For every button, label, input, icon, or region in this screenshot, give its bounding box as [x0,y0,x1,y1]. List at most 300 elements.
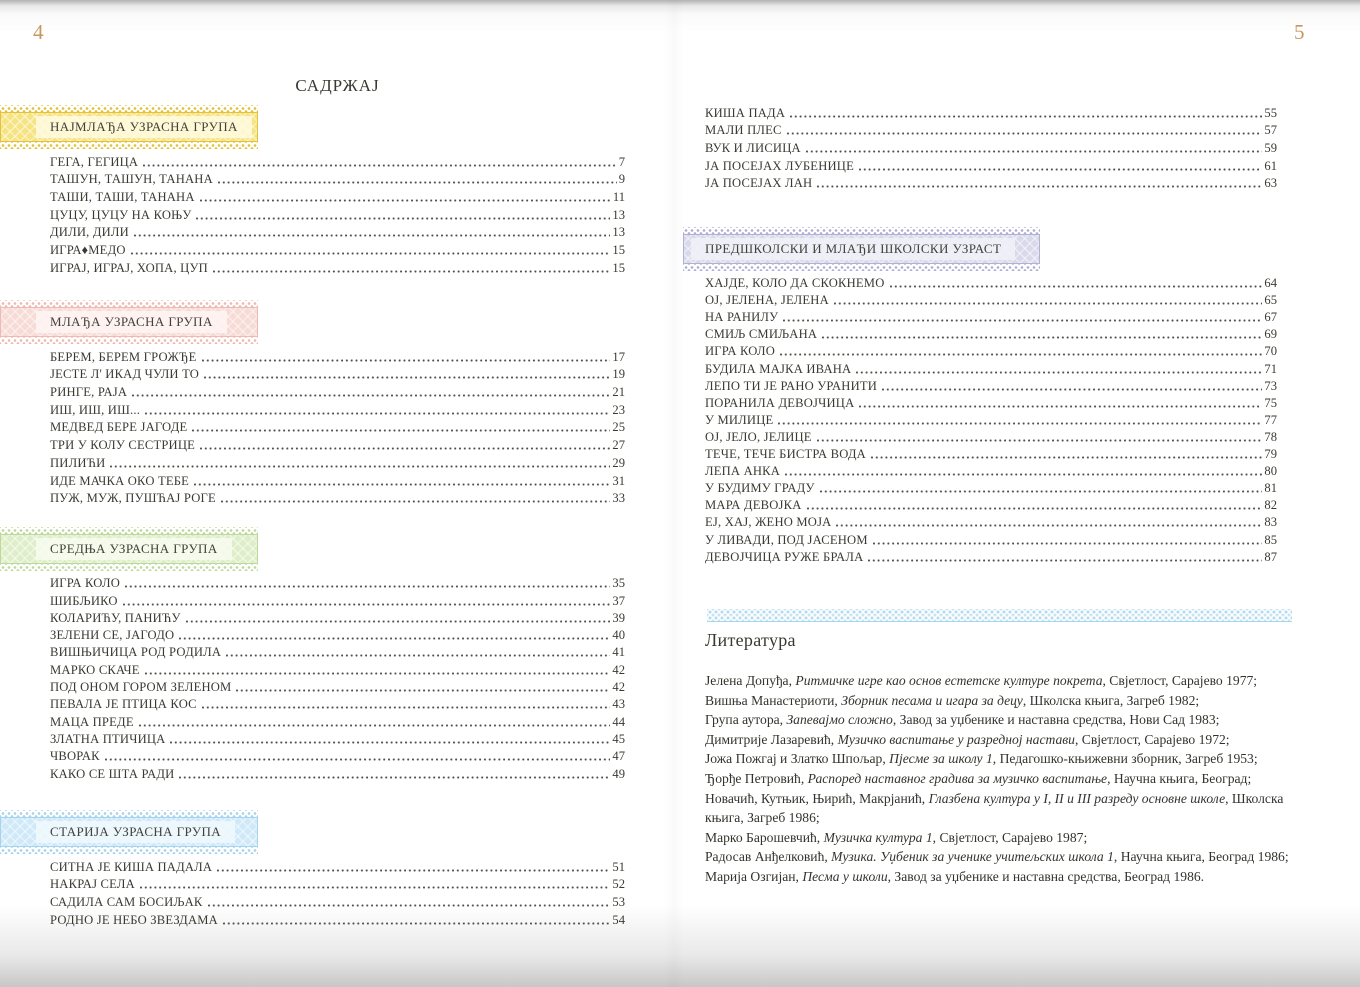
page-number-right: 5 [1294,20,1306,44]
toc-item-page: 71 [1264,361,1277,376]
toc-item-title: НА РАНИЛУ [705,310,779,325]
toc-row [50,205,625,223]
toc-item-title: ХАЈДЕ, КОЛО ДА СКОКНЕМО [705,276,885,291]
dot-leader [145,412,610,415]
dot-leader [202,706,611,709]
toc-row [50,695,625,712]
dot-leader [139,724,611,727]
toc-row [705,411,1277,428]
toc-item-page: 44 [612,714,625,729]
dot-leader [790,115,1262,118]
dot-leader [226,654,610,657]
toc-row [50,910,625,928]
toc-item-title: ЛЕПА АНКА [705,464,781,479]
toc-item-page: 7 [618,154,625,169]
entry-text: , Свјетлост, Сарајево 1972; [1074,731,1230,747]
toc-row [50,626,625,643]
toc-row [50,240,625,258]
toc-row [705,548,1277,565]
literature-entry [705,691,1297,711]
entry-text: Димитрије Лазаревић, [705,731,838,747]
toc-item-page: 73 [1264,378,1277,393]
toc-row [705,121,1277,139]
toc-row [50,400,625,418]
toc-item-page: 13 [612,207,625,222]
toc-row [50,875,625,893]
dot-leader [179,776,610,779]
toc-row [705,462,1277,479]
toc-section-preschool-group [683,227,1277,565]
toc-item-page: 45 [612,731,625,746]
toc-row [50,730,625,747]
literature-heading: Литература [705,630,796,650]
toc-item-page: 54 [612,912,625,927]
toc-item-title: ПОРАНИЛА ДЕВОЈЧИЦА [705,395,855,410]
entry-text: Група аутора, [705,712,787,728]
toc-item-page: 69 [1264,327,1277,342]
toc-row [705,274,1277,291]
dot-leader [807,507,1263,510]
toc-row [50,347,625,365]
toc-row [705,496,1277,513]
toc-item-title: ОЈ, ЈЕЛЕНА, ЈЕЛЕНА [705,293,829,308]
dot-leader [820,490,1263,493]
toc-row [705,377,1277,394]
section-title: НАЈМЛАЂА УЗРАСНА ГРУПА [36,116,252,138]
toc-item-page: 85 [1264,532,1277,547]
toc-item-title: НАКРАЈ СЕЛА [50,877,135,892]
contents-title: САДРЖАЈ [295,76,380,95]
dot-leader [145,672,611,675]
toc-list [0,857,625,928]
dot-leader [192,429,610,432]
toc-item-page: 70 [1264,344,1277,359]
toc-item-page: 75 [1264,395,1277,410]
toc-list [0,152,625,276]
toc-item-page: 78 [1264,429,1277,444]
toc-item-page: 42 [612,662,625,677]
section-title: МЛАЂА УЗРАСНА ГРУПА [36,311,227,333]
dot-leader [200,447,610,450]
toc-item-page: 41 [612,645,625,660]
dot-leader [882,388,1262,391]
dot-leader [836,524,1262,527]
toc-row [50,643,625,660]
dot-leader [236,689,610,692]
toc-row [705,103,1277,121]
work-title: Пјесме за школу 1 [889,751,993,767]
dot-leader [783,319,1262,322]
section-banner [0,105,258,149]
literature-entry [705,749,1297,769]
toc-item-page: 64 [1264,276,1277,291]
toc-row [705,428,1277,445]
literature-entry [705,730,1297,750]
toc-item-title: ЕЈ, ХАЈ, ЖЕНО МОЈА [705,515,832,530]
section-title: СРЕДЊА УЗРАСНА ГРУПА [36,538,232,560]
toc-item-title: ПЕВАЛА ЈЕ ПТИЦА КОС [50,697,197,712]
toc-item-page: 15 [612,243,625,258]
dot-leader [204,376,610,379]
toc-item-title: ТЕЧЕ, ТЕЧЕ БИСТРА ВОДА [705,447,866,462]
toc-row [50,747,625,764]
toc-item-title: ШИБЉИКО [50,593,118,608]
toc-row [705,513,1277,530]
decorative-band [707,609,1292,622]
toc-item-page: 23 [612,402,625,417]
dot-leader [868,559,1262,562]
toc-item-page: 40 [612,628,625,643]
toc-row [50,489,625,507]
toc-item-page: 82 [1264,498,1277,513]
toc-row [705,342,1277,359]
toc-row [50,764,625,781]
toc-item-page: 49 [612,766,625,781]
dot-leader [179,637,610,640]
dot-leader [221,500,610,503]
dot-leader [123,603,611,606]
toc-item-page: 17 [612,349,625,364]
toc-item-title: МАРКО СКАЧЕ [50,662,140,677]
toc-item-page: 57 [1264,123,1277,138]
entry-text: , Свјетлост, Сарајево 1977; [1102,673,1258,688]
toc-row [50,223,625,241]
entry-text: , Педагошко-књижевни зборник, Загреб 1953; [992,751,1258,767]
toc-section-younger-group [0,300,625,506]
literature-entry [705,769,1297,789]
toc-row [705,138,1277,156]
toc-item-page: 65 [1264,293,1277,308]
toc-row [705,445,1277,462]
toc-item-title: ЈЕСТЕ Л' ИКАД ЧУЛИ ТО [50,367,200,382]
entry-text: , Завод за уџбенике и наставна средства, Београд 1986. [887,868,1205,884]
toc-list [683,274,1277,565]
dot-leader [873,542,1263,545]
toc-item-page: 81 [1264,481,1277,496]
literature-entry [705,867,1297,887]
toc-row [50,574,625,591]
toc-row [50,471,625,489]
toc-item-title: ЛЕПО ТИ ЈЕ РАНО УРАНИТИ [705,378,878,393]
toc-item-title: ИДЕ МАЧКА ОКО ТЕБЕ [50,473,190,488]
dot-leader [110,465,610,468]
dot-leader [125,585,610,588]
toc-row [50,170,625,188]
toc-item-title: БЕРЕМ, БЕРЕМ ГРОЖЂЕ [50,349,197,364]
toc-item-page: 29 [612,455,625,470]
toc-item-page: 31 [612,473,625,488]
lace-trim-bottom [683,264,1040,271]
toc-item-title: ИГРА КОЛО [705,344,776,359]
toc-item-title: САДИЛА САМ БОСИЉАК [50,895,203,910]
lace-trim-bottom [0,142,258,149]
toc-item-title: ГЕГА, ГЕГИЦА [50,154,139,169]
section-banner [0,527,258,571]
toc-item-title: ТРИ У КОЛУ СЕСТРИЦЕ [50,438,196,453]
toc-row [705,291,1277,308]
toc-row [50,435,625,453]
toc-item-title: ЗЛАТНА ПТИЧИЦА [50,731,166,746]
toc-item-page: 19 [612,367,625,382]
entry-text: Марко Барошевчић, [705,829,824,845]
toc-row [50,187,625,205]
toc-item-page: 59 [1264,141,1277,156]
toc-row [50,418,625,436]
toc-item-title: ЈА ПОСЕЈАХ ЛАН [705,176,813,191]
lace-trim-bottom [0,337,258,344]
lace-trim-top [0,105,258,112]
literature-entry [705,828,1297,848]
banner-pattern [0,112,258,142]
toc-item-page: 15 [612,260,625,275]
toc-item-title: ИГРАЈ, ИГРАЈ, ХОПА, ЦУП [50,260,208,275]
toc-item-title: ПУЖ, МУЖ, ПУШЋАЈ РОГЕ [50,491,216,506]
dot-leader [778,422,1262,425]
literature-entries [705,671,1297,887]
banner-pattern [0,307,258,337]
toc-list [0,574,625,782]
dot-leader [105,758,611,761]
toc-item-title: СИТНА ЈЕ КИША ПАДАЛА [50,859,213,874]
toc-item-page: 55 [1264,105,1277,120]
toc-item-title: ПИЛИЋИ [50,455,106,470]
toc-item-title: ЦУЦУ, ЦУЦУ НА КОЊУ [50,207,192,222]
toc-row [50,892,625,910]
toc-row [705,308,1277,325]
toc-row [50,712,625,729]
lace-trim-top [683,227,1040,234]
banner-pattern [683,234,1040,264]
toc-item-page: 83 [1264,515,1277,530]
toc-item-page: 43 [612,697,625,712]
dot-leader [170,741,610,744]
dot-leader [780,353,1262,356]
dot-leader [890,285,1263,288]
toc-item-page: 87 [1264,549,1277,564]
toc-section-continuation [683,100,1277,191]
dot-leader [787,132,1263,135]
toc-item-title: У ЛИВАДИ, ПОД ЈАСЕНОМ [705,532,868,547]
toc-item-title: ВУК И ЛИСИЦА [705,141,801,156]
toc-item-page: 51 [612,859,625,874]
literature-section [705,630,1297,887]
dot-leader [208,904,611,907]
dot-leader [806,150,1263,153]
entry-text: Марија Озгијан, [705,868,803,884]
toc-item-page: 77 [1264,412,1277,427]
toc-row [50,591,625,608]
dot-leader [186,620,611,623]
dot-leader [132,394,610,397]
dot-leader [194,483,610,486]
toc-item-page: 13 [612,225,625,240]
dot-leader [143,164,616,167]
literature-entry [705,789,1297,828]
entry-text: Јелена Допуђа, [705,673,796,688]
toc-item-title: БУДИЛА МАЈКА ИВАНА [705,361,852,376]
dot-leader [785,473,1262,476]
work-title: Ритмичке игре као основ естетске културе покрета [795,673,1103,688]
toc-item-page: 37 [612,593,625,608]
dot-leader [131,252,611,255]
dot-leader [859,405,1262,408]
entry-text: Новачић, Кутњик, Њирић, Макрјанић, [705,790,929,806]
toc-item-title: ВИШЊИЧИЦА РОД РОДИЛА [50,645,222,660]
section-banner [683,227,1040,271]
entry-text: Вишња Манастериоти, [705,692,842,708]
dot-leader [856,371,1262,374]
toc-row [705,530,1277,547]
lace-trim-bottom [0,564,258,571]
toc-section-youngest-group [0,105,625,276]
toc-item-page: 21 [612,385,625,400]
toc-row [50,660,625,677]
toc-item-title: КИША ПАДА [705,105,786,120]
toc-item-title: У МИЛИЦЕ [705,412,774,427]
literature-entry [705,710,1297,730]
page-number-left: 4 [33,20,45,44]
toc-row [50,609,625,626]
toc-item-title: ЈА ПОСЕЈАХ ЛУБЕНИЦЕ [705,158,854,173]
dot-leader [871,456,1262,459]
work-title: Музичка култура 1 [823,829,933,845]
dot-leader [196,217,610,220]
lace-trim-bottom [0,847,258,854]
toc-item-page: 79 [1264,447,1277,462]
section-title: ПРЕДШКОЛСКИ И МЛАЂИ ШКОЛСКИ УЗРАСТ [691,238,1015,260]
toc-item-title: РИНГЕ, РАЈА [50,385,128,400]
dot-leader [834,302,1263,305]
dot-leader [200,199,611,202]
toc-item-page: 9 [618,172,625,187]
dot-leader [817,439,1263,442]
work-title: Зборник песама и игара за децу [841,692,1023,708]
toc-item-title: ДЕВОЈЧИЦА РУЖЕ БРАЛА [705,549,864,564]
toc-row [705,394,1277,411]
toc-list [0,347,625,506]
toc-section-middle-group [0,527,625,782]
toc-section-older-group [0,810,625,928]
toc-list [683,103,1277,191]
toc-item-page: 52 [612,877,625,892]
toc-item-title: ТАШУН, ТАШУН, ТАНАНА [50,172,213,187]
toc-row [50,365,625,383]
toc-item-page: 27 [612,438,625,453]
toc-item-title: МАЛИ ПЛЕС [705,123,782,138]
dot-leader [140,886,611,889]
banner-pattern [0,534,258,564]
dot-leader [859,168,1262,171]
dot-leader [817,185,1262,188]
banner-pattern [0,817,258,847]
dot-leader [213,270,611,273]
toc-item-title: КАКО СЕ ШТА РАДИ [50,766,175,781]
literature-entry [705,671,1297,691]
entry-text: Ђорђе Петровић, [705,770,808,786]
page-gutter-shadow [664,0,684,987]
entry-text: Радосав Анђелковић, [705,849,832,865]
toc-row [50,152,625,170]
lace-trim-top [0,300,258,307]
dot-leader [134,234,610,237]
toc-item-title: МАЦА ПРЕДЕ [50,714,134,729]
work-title: Музика. Уџбеник за ученике учитељских школа 1 [831,849,1114,865]
entry-text: , Научна књига, Београд 1986; [1113,849,1289,865]
toc-item-page: 25 [612,420,625,435]
entry-text: , Свјетлост, Сарајево 1987; [932,829,1088,845]
toc-row [50,453,625,471]
work-title: Запевајмо сложно [786,712,893,728]
toc-item-title: ЧВОРАК [50,749,100,764]
toc-item-title: ОЈ, ЈЕЛО, ЈЕЛИЦЕ [705,429,812,444]
entry-text: Јожа Пожгај и Златко Шпољар, [705,751,890,767]
toc-row [705,156,1277,174]
toc-item-title: ЗЕЛЕНИ СЕ, ЈАГОДО [50,628,175,643]
toc-item-page: 42 [612,680,625,695]
toc-row [50,857,625,875]
toc-row [50,382,625,400]
literature-entry [705,847,1297,867]
work-title: Песма у школи [802,868,888,884]
toc-row [705,479,1277,496]
toc-item-page: 53 [612,895,625,910]
toc-item-title: ДИЛИ, ДИЛИ [50,225,129,240]
toc-item-title: ТАШИ, ТАШИ, ТАНАНА [50,190,195,205]
lace-trim-top [0,810,258,817]
toc-row [705,174,1277,192]
entry-text: , Школска књига, Загреб 1986; [705,790,1284,826]
toc-item-title: МЕДВЕД БЕРЕ ЈАГОДЕ [50,420,188,435]
dot-leader [822,336,1262,339]
toc-item-title: ИГРА КОЛО [50,576,121,591]
lace-trim-top [0,527,258,534]
toc-item-page: 47 [612,749,625,764]
entry-text: , Завод за уџбенике и наставна средства, Нови Сад 1983; [892,712,1220,728]
toc-row [50,258,625,276]
toc-item-title: ПОД ОНОМ ГОРОМ ЗЕЛЕНОМ [50,680,232,695]
dot-leader [218,181,617,184]
toc-item-page: 35 [612,576,625,591]
toc-row [705,359,1277,376]
toc-item-page: 67 [1264,310,1277,325]
entry-text: , Научна књига, Београд; [1107,770,1252,786]
toc-item-title: КОЛАРИЋУ, ПАНИЋУ [50,610,181,625]
work-title: Глазбена култура у I, II и III разреду основне школе [928,790,1226,806]
toc-item-title: У БУДИМУ ГРАДУ [705,481,815,496]
toc-item-page: 11 [612,190,625,205]
toc-item-title: СМИЉ СМИЉАНА [705,327,818,342]
toc-row [705,325,1277,342]
toc-item-page: 61 [1264,158,1277,173]
toc-item-page: 63 [1264,176,1277,191]
toc-row [50,678,625,695]
toc-item-title: ИШ, ИШ, ИШ... [50,402,141,417]
toc-item-page: 33 [612,491,625,506]
toc-item-page: 80 [1264,464,1277,479]
section-banner [0,300,258,344]
toc-item-title: МАРА ДЕВОЈКА [705,498,802,513]
work-title: Распоред наставног градива за музичко васпитање [807,770,1108,786]
toc-item-title: ИГРА♦МЕДО [50,243,126,258]
work-title: Музичко васпитање у разредној настави [837,731,1075,747]
section-title: СТАРИЈА УЗРАСНА ГРУПА [36,821,235,843]
section-banner [0,810,258,854]
toc-item-title: РОДНО ЈЕ НЕБО ЗВЕЗДАМА [50,912,218,927]
dot-leader [223,922,610,925]
toc-item-page: 39 [612,610,625,625]
dot-leader [217,869,610,872]
entry-text: , Школска књига, Загреб 1982; [1022,692,1200,708]
